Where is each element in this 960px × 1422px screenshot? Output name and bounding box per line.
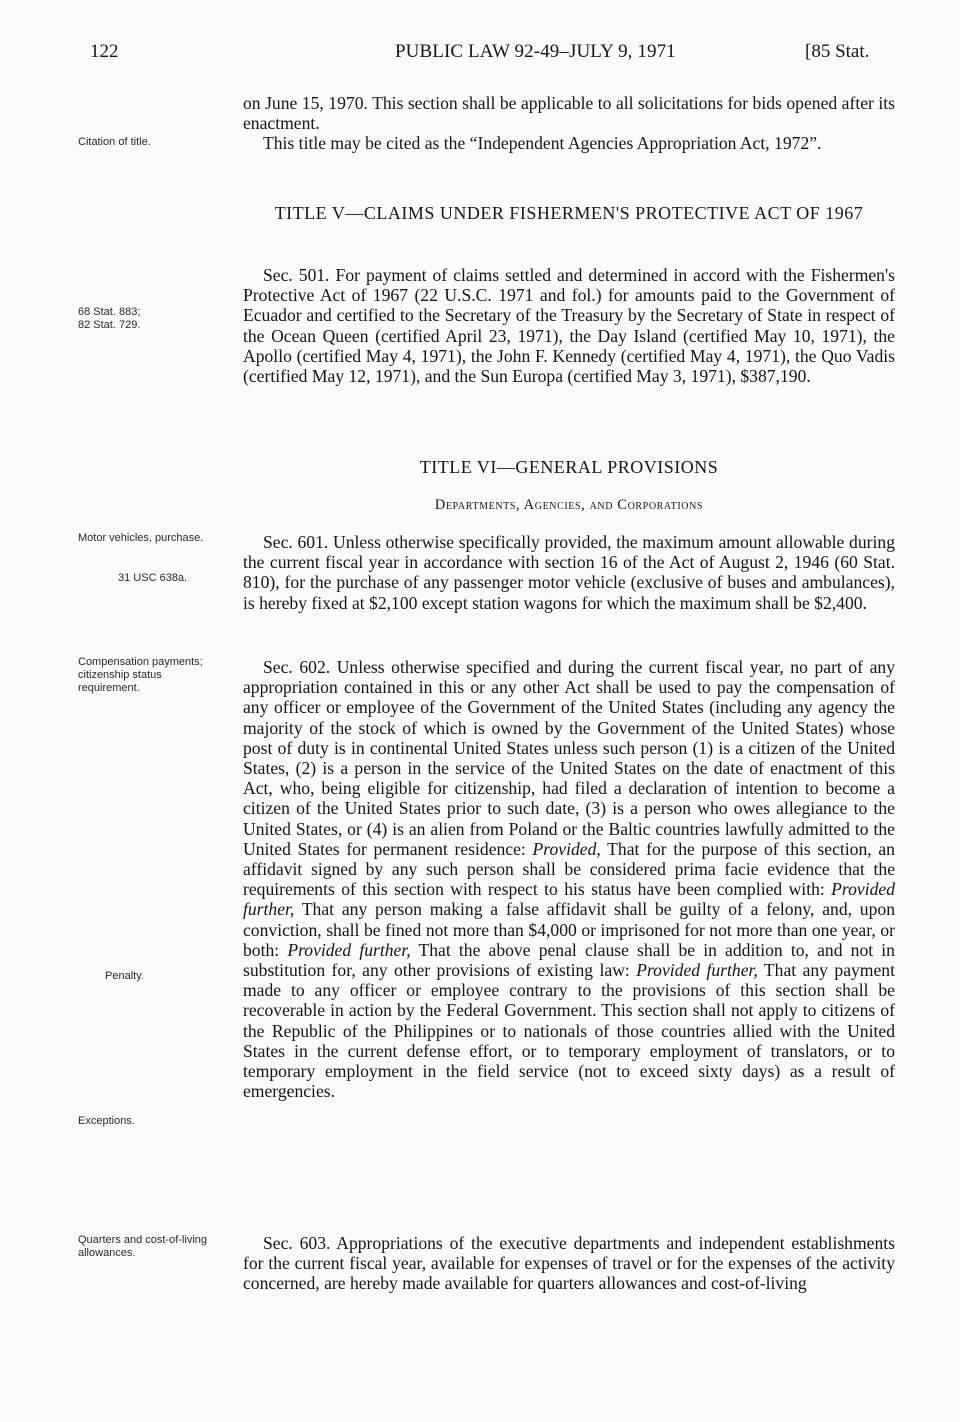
margin-note-citation: Citation of title. xyxy=(78,136,151,148)
subheading: Departments, Agencies, and Corporations xyxy=(434,497,704,513)
intro-block xyxy=(243,93,895,154)
running-title: PUBLIC LAW 92-49–JULY 9, 1971 xyxy=(395,41,676,62)
margin-note-motor-vehicles: Motor vehicles, purchase. xyxy=(78,532,204,544)
section-602-part-a: Sec. 602. Unless otherwise specified and during the current fiscal year, no part of any appropriation contained in this or any other Act shall be used to pay the compensation of any officer or employee of the Government of the United States (including any agency the majority of the stock of which is owned by the Government of the United States) whose post of duty is in continental United States unless such person (1) is a citizen of the United States, (2) is a person in the service of the United States on the date of enactment of this Act, who, being eligible for citizenship, had filed a declaration of intention to become a citizen of the United States prior to such date, (3) is a person who owes allegiance to the United States, or (4) is an alien from Poland or the Baltic countries lawfully admitted to the United States for permanent residence: xyxy=(243,657,895,859)
intro-paragraph-1: on June 15, 1970. This section shall be applicable to all solicitations for bids opened after its enactment. xyxy=(243,93,895,134)
proviso-3: Provided further, xyxy=(287,939,411,960)
margin-note-usc: 31 USC 638a. xyxy=(118,572,188,584)
section-501-block xyxy=(243,265,895,386)
proviso-4: Provided further, xyxy=(636,960,758,981)
margin-note-compensation: Compensation payments; citizenship status requirement. xyxy=(78,656,203,694)
title-v-heading: TITLE V—CLAIMS UNDER FISHERMEN'S PROTECTIVE ACT OF 1967 xyxy=(274,203,864,223)
margin-note-exceptions: Exceptions. xyxy=(78,1115,135,1127)
section-602-block xyxy=(243,657,895,1101)
margin-note-stat-cite-1: 68 Stat. 883; xyxy=(78,306,141,318)
section-602 xyxy=(243,657,895,1101)
margin-note-quarters: Quarters and cost-of-living allowances. xyxy=(78,1234,207,1259)
intro-paragraph-2: This title may be cited as the “Independent Agencies Appropriation Act, 1972”. xyxy=(263,133,822,154)
section-602-part-c: That any person making a false affidavit shall be guilty of a felony, and, upon conviction, shall be fined not more than $4,000 or imprisoned for not more than one year, or both: xyxy=(243,899,895,960)
margin-note-penalty: Penalty. xyxy=(105,970,144,982)
section-601-block xyxy=(243,532,895,613)
proviso-1: Provided, xyxy=(532,838,601,859)
margin-note-stat-cite-2: 82 Stat. 729. xyxy=(78,319,141,331)
statute-reference: [85 Stat. xyxy=(805,41,870,62)
section-602-part-e: That any payment made to any officer or employee contrary to the provisions of this section shall be recoverable in action by the Federal Government. This section shall not apply to citizens of the Republic of the Philippines or to nationals of those countries allied with the United States in the current defense effort, or to temporary employment of translators, or to temporary employment in the field service (not to exceed sixty days) as a result of emergencies. xyxy=(243,960,895,1102)
title-vi-heading: TITLE VI—GENERAL PROVISIONS xyxy=(419,457,719,477)
section-602-part-d: That the above penal clause shall be in addition to, and not in substitution for, any other provisions of existing law: xyxy=(243,939,895,981)
page-number: 122 xyxy=(90,41,119,62)
section-602-part-b: That for the purpose of this section, an affidavit signed by any such person shall be considered prima facie evidence that the requirements of this section with respect to his status have been complied with: xyxy=(243,838,895,900)
section-601: Sec. 601. Unless otherwise specifically provided, the maximum amount allowable during the current fiscal year in accordance with section 16 of the Act of August 2, 1946 (60 Stat. 810), for the purchase of any passenger motor vehicle (exclusive of buses and ambulances), is hereby fixed at $2,100 except station wagons for which the maximum shall be $2,400. xyxy=(243,532,895,613)
section-603-block xyxy=(243,1233,895,1294)
section-501: Sec. 501. For payment of claims settled and determined in accord with the Fishermen's Protective Act of 1967 (22 U.S.C. 1971 and fol.) for amounts paid to the Government of Ecuador and certified to the Secretary of the Treasury by the Secretary of State in respect of the Ocean Queen (certified April 23, 1971), the Day Island (certified May 10, 1971), the Apollo (certified May 4, 1971), the John F. Kennedy (certified May 4, 1971), the Quo Vadis (certified May 12, 1971), and the Sun Europa (certified May 3, 1971), $387,190. xyxy=(243,265,895,387)
proviso-2: Provided further, xyxy=(243,879,896,920)
section-603: Sec. 603. Appropriations of the executive departments and independent establishments for the current fiscal year, available for expenses of travel or for the expenses of the activity concerned, are hereby made available for quarters allowances and cost-of-living xyxy=(243,1233,895,1294)
